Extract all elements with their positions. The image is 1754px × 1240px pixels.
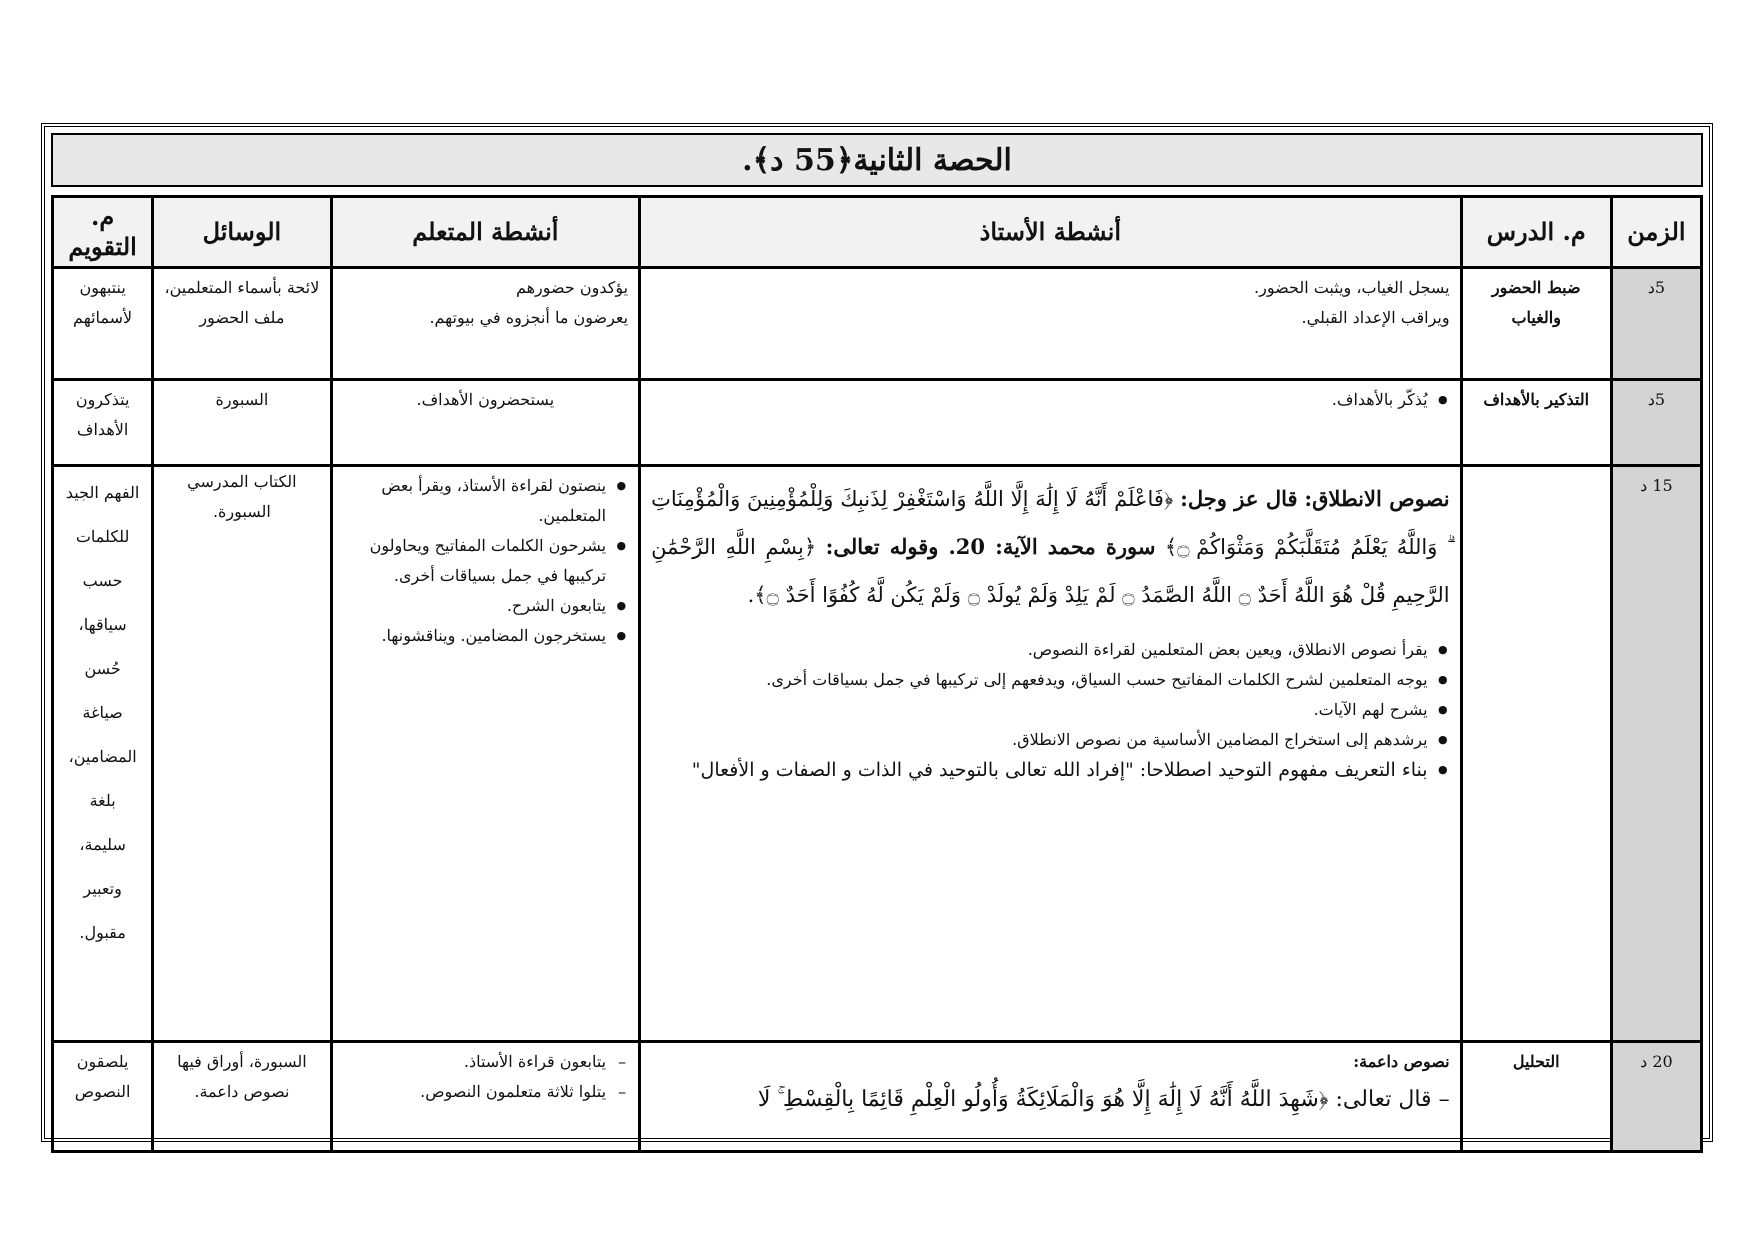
learner-list: [343, 471, 629, 651]
verse-muhammad: ﴿فَاعْلَمْ أَنَّهُ لَا إِلَٰهَ إِلَّا اللَّهُ وَاسْتَغْفِرْ لِذَنبِكَ وَلِلْمُؤْمِنِينَ وَالْمُؤْمِنَاتِ ۗ وَاللَّهُ يَعْلَمُ مُتَقَلَّبَكُمْ وَمَثْوَاكُمْ ۝﴾: [651, 487, 1450, 559]
teacher-line: ويراقب الإعداد القبلي.: [1301, 308, 1450, 327]
learner-cell: [331, 466, 640, 1042]
tools-cell: الكتاب المدرسي السبورة.: [153, 466, 331, 1042]
teacher-list: [651, 385, 1449, 415]
list-item: ● يتابعون الشرح.: [343, 591, 607, 621]
list-item: ● يقرأ نصوص الانطلاق، ويعين بعض المتعلمين لقراءة النصوص.: [651, 635, 1427, 665]
learner-cell: [331, 268, 640, 380]
list-item: – يتلوا ثلاثة متعلمون النصوص.: [343, 1077, 607, 1107]
list-item: ● يرشدهم إلى استخراج المضامين الأساسية من نصوص الانطلاق.: [651, 725, 1427, 755]
learner-cell: [331, 1042, 640, 1152]
verse-ikhlas: ﴿بِسْمِ اللَّهِ الرَّحْمَٰنِ الرَّحِيمِ قُلْ هُوَ اللَّهُ أَحَدٌ ۝ اللَّهُ الصَّمَدُ ۝ لَمْ يَلِدْ وَلَمْ يُولَدْ ۝ وَلَمْ يَكُن لَّهُ كُفُوًا أَحَدٌ ۝﴾.: [651, 535, 1450, 607]
header-learner: أنشطة المتعلم: [331, 197, 640, 268]
lesson-plan-table: [51, 195, 1703, 1153]
lesson-cell: التحليل: [1461, 1042, 1611, 1152]
tools-cell: لائحة بأسماء المتعلمين، ملف الحضور: [153, 268, 331, 380]
list-item: ● يشرح لهم الآيات.: [651, 695, 1427, 725]
eval-cell: يلصقون النصوص: [53, 1042, 153, 1152]
intro-label: نصوص الانطلاق:: [1304, 486, 1450, 511]
eval-cell: الفهم الجيد للكلمات حسب سياقها، حُسن صياغة المضامين، بلغة سليمة، وتعبير مقبول.: [53, 466, 153, 1042]
header-lesson: م. الدرس: [1461, 197, 1611, 268]
list-item: ● يوجه المتعلمين لشرح الكلمات المفاتيح حسب السياق، ويدفعهم إلى تركيبها في جمل بسياقات أخرى.: [651, 665, 1427, 695]
learner-cell: يستحضرون الأهداف.: [331, 380, 640, 466]
time-cell: 5د: [1611, 380, 1701, 466]
learner-line: يؤكدون حضورهم: [515, 278, 629, 297]
learner-line: يعرضون ما أنجزوه في بيوتهم.: [429, 308, 629, 327]
list-item: ● يشرحون الكلمات المفاتيح ويحاولون تركيبها في جمل بسياقات أخرى.: [343, 531, 607, 591]
lesson-plan-frame: [41, 123, 1713, 1142]
intro-said: قال عز وجل:: [1180, 486, 1298, 511]
intro-texts: [651, 475, 1449, 619]
support-verse: – قال تعالى: ﴿شَهِدَ اللَّهُ أَنَّهُ لَا إِلَٰهَ إِلَّا هُوَ وَالْمَلَائِكَةُ وَأُولُو الْعِلْمِ قَائِمًا بِالْقِسْطِ ۚ لَا: [757, 1087, 1450, 1112]
teacher-line: يسجل الغياب، ويثبت الحضور.: [1254, 278, 1450, 297]
list-item: ● بناء التعريف مفهوم التوحيد اصطلاحا: "إفراد الله تعالى بالتوحيد في الذات و الصفات و الأفعال": [651, 755, 1427, 785]
time-cell: 5د: [1611, 268, 1701, 380]
verse-ref: سورة محمد الآية: 20. وقوله تعالى:: [825, 534, 1156, 559]
list-item: – يتابعون قراءة الأستاذ.: [343, 1047, 607, 1077]
tools-cell: السبورة، أوراق فيها نصوص داعمة.: [153, 1042, 331, 1152]
teacher-cell: [640, 380, 1461, 466]
header-teacher: أنشطة الأستاذ: [640, 197, 1461, 268]
list-item: ● ينصتون لقراءة الأستاذ، ويقرأ بعض المتعلمين.: [343, 471, 607, 531]
eval-cell: ينتبهون لأسمائهم: [53, 268, 153, 380]
header-time: الزمن: [1611, 197, 1701, 268]
header-eval: م. التقويم: [53, 197, 153, 268]
lesson-cell: التذكير بالأهداف: [1461, 380, 1611, 466]
header-row: [53, 197, 1702, 268]
teacher-cell: [640, 466, 1461, 1042]
time-cell: 20 د: [1611, 1042, 1701, 1152]
table-row: [53, 466, 1702, 1042]
table-row: [53, 1042, 1702, 1152]
table-row: [53, 380, 1702, 466]
support-label: نصوص داعمة:: [1353, 1052, 1450, 1071]
session-title: الحصة الثانية﴿55 د﴾.: [51, 133, 1703, 187]
tools-cell: السبورة: [153, 380, 331, 466]
lesson-cell: [1461, 466, 1611, 1042]
lesson-cell: ضبط الحضور والغياب: [1461, 268, 1611, 380]
teacher-list: [651, 635, 1449, 785]
time-cell: 15 د: [1611, 466, 1701, 1042]
list-item: ● يُذكّر بالأهداف.: [651, 385, 1427, 415]
header-tools: الوسائل: [153, 197, 331, 268]
list-item: ● يستخرجون المضامين. ويناقشونها.: [343, 621, 607, 651]
learner-list: [343, 1047, 629, 1107]
teacher-cell: [640, 1042, 1461, 1152]
table-row: [53, 268, 1702, 380]
teacher-cell: [640, 268, 1461, 380]
eval-cell: يتذكرون الأهداف: [53, 380, 153, 466]
